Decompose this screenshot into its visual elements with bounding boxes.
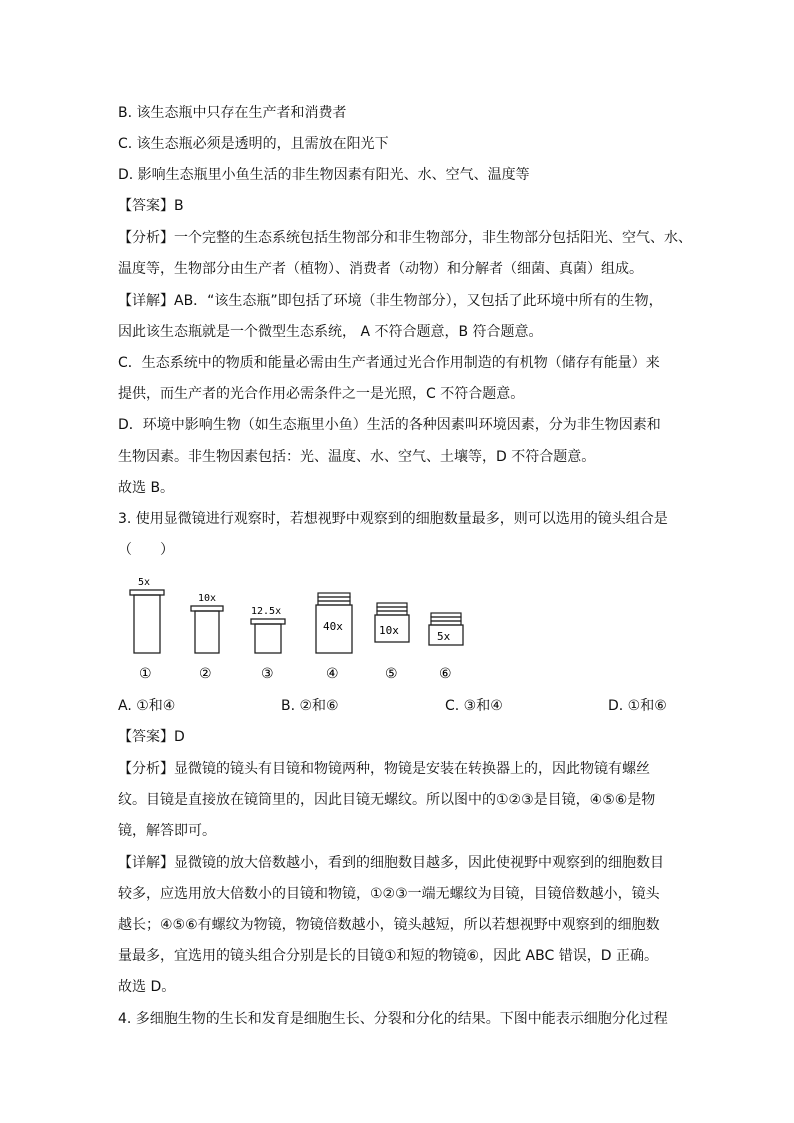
lens-4-objective <box>316 593 352 682</box>
detail-line-6: 生物因素。非生物因素包括：光、温度、水、空气、土壤等，D 不符合题意。 <box>118 449 596 465</box>
lens-4-label: 40x <box>323 620 343 633</box>
lens-3-number: ③ <box>261 666 274 682</box>
lens-1-label: 5x <box>138 577 151 588</box>
option-d: D. ①和⑥ <box>608 698 667 714</box>
detail-line-2: 因此该生态瓶就是一个微型生态系统， A 不符合题意，B 符合题意。 <box>118 324 543 340</box>
lens-2-number: ② <box>199 666 212 682</box>
detail2-line-2: 较多，应选用放大倍数小的目镜和物镜，①②③一端无螺纹为目镜，目镜倍数越小，镜头 <box>118 886 660 902</box>
analysis-line-1: 【分析】一个完整的生态系统包括生物部分和非生物部分，非生物部分包括阳光、空气、水、 <box>118 230 692 246</box>
conclusion2-line: 故选 D。 <box>118 979 176 995</box>
lens-1-number: ① <box>139 666 152 682</box>
option-d-text: D. 影响生态瓶里小鱼生活的非生物因素有阳光、水、空气、温度等 <box>118 167 530 183</box>
question-3-stem: 3. 使用显微镜进行观察时，若想视野中观察到的细胞数量最多，则可以选用的镜头组合是 <box>118 511 668 527</box>
option-c: C. ③和④ <box>445 698 503 714</box>
option-c-text: C. 该生态瓶必须是透明的，且需放在阳光下 <box>118 136 389 152</box>
lens-6-objective <box>429 613 463 682</box>
answer-label-2: 【答案】D <box>118 729 185 745</box>
lens-figure <box>118 568 678 688</box>
option-a: A. ①和④ <box>118 698 176 714</box>
lens-5-objective <box>375 603 409 682</box>
question-4-stem: 4. 多细胞生物的生长和发育是细胞生长、分裂和分化的结果。下图中能表示细胞分化过程 <box>118 1011 668 1027</box>
answer-label: 【答案】B <box>118 198 184 214</box>
analysis2-line-3: 镜，解答即可。 <box>118 823 216 839</box>
detail2-line-4: 量最多，宜选用的镜头组合分别是长的目镜①和短的物镜⑥，因此 ABC 错误，D 正确。 <box>118 948 658 964</box>
option-b-text: B. 该生态瓶中只存在生产者和消费者 <box>118 105 347 121</box>
lens-3-eyepiece <box>251 606 285 682</box>
detail-line-4: 提供，而生产者的光合作用必需条件之一是光照，C 不符合题意。 <box>118 386 525 402</box>
analysis-line-2: 温度等，生物部分由生产者（植物）、消费者（动物）和分解者（细菌、真菌）组成。 <box>118 261 643 277</box>
lens-6-label: 5x <box>437 630 451 643</box>
analysis2-line-2: 纹。目镜是直接放在镜筒里的，因此目镜无螺纹。所以图中的①②③是目镜，④⑤⑥是物 <box>118 792 656 808</box>
detail-line-3: C．生态系统中的物质和能量必需由生产者通过光合作用制造的有机物（储存有能量）来 <box>118 355 660 371</box>
detail-line-5: D．环境中影响生物（如生态瓶里小鱼）生活的各种因素叫环境因素，分为非生物因素和 <box>118 417 661 433</box>
analysis2-line-1: 【分析】显微镜的镜头有目镜和物镜两种，物镜是安装在转换器上的，因此物镜有螺丝 <box>118 761 650 777</box>
option-b: B. ②和⑥ <box>281 698 339 714</box>
conclusion-line: 故选 B。 <box>118 480 175 496</box>
lens-2-eyepiece <box>191 593 223 682</box>
lens-1-eyepiece <box>130 577 164 682</box>
detail-line-1: 【详解】AB．“该生态瓶”即包括了环境（非生物部分），又包括了此环境中所有的生物， <box>118 293 663 309</box>
question-3-bracket: （ ） <box>118 542 174 558</box>
lens-2-label: 10x <box>198 593 217 604</box>
lens-5-number: ⑤ <box>385 666 398 682</box>
detail2-line-1: 【详解】显微镜的放大倍数越小，看到的细胞数目越多，因此使视野中观察到的细胞数目 <box>118 855 664 871</box>
detail2-line-3: 越长；④⑤⑥有螺纹为物镜，物镜倍数越小，镜头越短，所以若想视野中观察到的细胞数 <box>118 917 660 933</box>
lens-4-number: ④ <box>326 666 339 682</box>
answer-options <box>118 695 678 717</box>
lens-5-label: 10x <box>379 624 399 637</box>
lens-3-label: 12.5x <box>251 606 282 617</box>
lens-6-number: ⑥ <box>439 666 452 682</box>
